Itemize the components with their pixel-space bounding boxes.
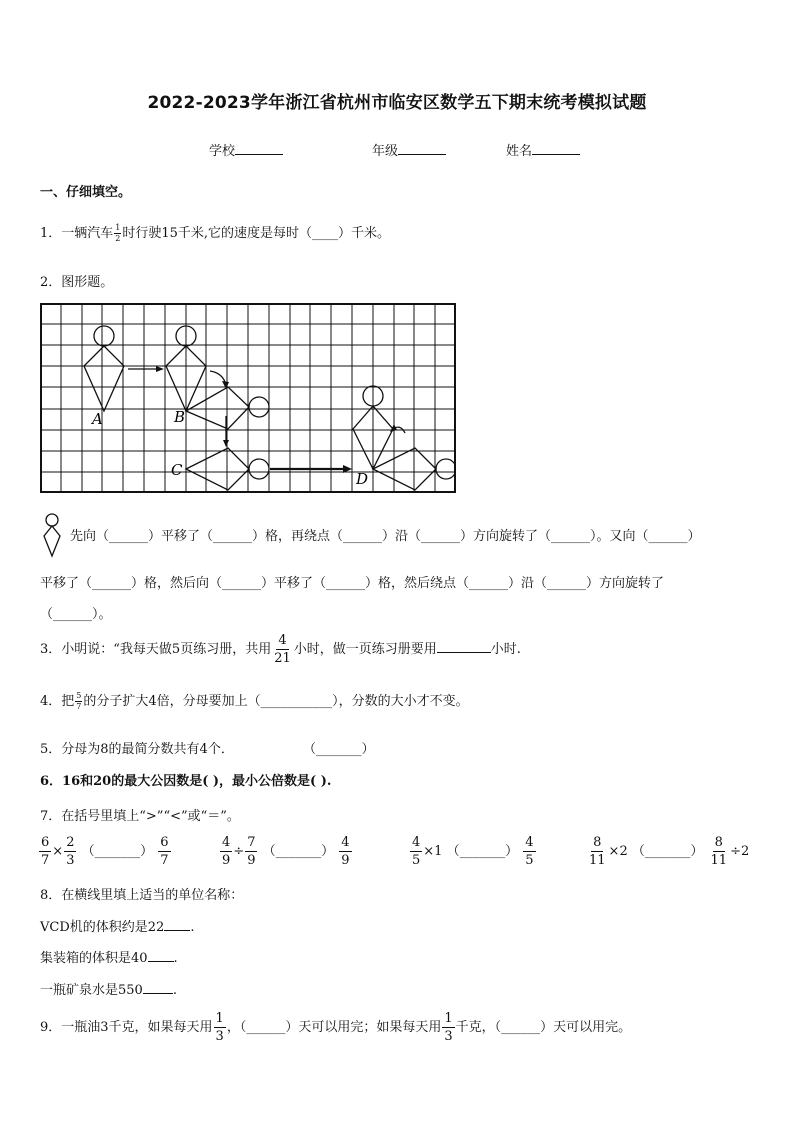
compare-item-1: $\frac{6}{7}$ × $\frac{2}{3}$ （_______） $\frac{6}{7}$ — [41, 835, 169, 868]
grade-field — [372, 140, 446, 159]
figure-a-diamond — [84, 346, 124, 411]
question-2-line2: 平移了（______）格，然后向（______）平移了（______）格，然后绕点（______）沿（______）方向旋转了 — [40, 576, 665, 591]
question-3: 3．小明说：“我每天做5页练习册，共用 $\frac{4}{21}$ 小时，做一页练习册要用 小时. — [40, 633, 521, 666]
grade-blank[interactable] — [398, 142, 446, 155]
compare-blank[interactable]: （_______） — [262, 844, 335, 859]
figure-a-circle — [94, 326, 114, 346]
fraction: $\frac{1}{3}$ — [215, 1011, 224, 1044]
compare-item-2: $\frac{4}{9}$ ÷ $\frac{7}{9}$ （_______） $\frac{4}{9}$ — [222, 835, 350, 868]
school-label: 学校 — [209, 144, 236, 159]
fraction: $\frac{1}{2}$ — [115, 223, 121, 243]
figure-c-diamond — [186, 448, 249, 490]
question-4: 4．把 $\frac{5}{7}$ 的分子扩大4倍，分母要加上（___________），分数的大小才不变。 — [40, 691, 469, 711]
question-5: 5．分母为8的最简分数共有4个． — [40, 742, 234, 757]
page-title: 2022-2023学年浙江省杭州市临安区数学五下期末统考模拟试题 — [147, 93, 647, 113]
figure-d-rotated-circle — [436, 459, 456, 479]
label-b: B — [174, 408, 186, 426]
question-9: 9．一瓶油3千克，如果每天用 $\frac{1}{3}$ ，（______）天可以用完；如果每天用 $\frac{1}{3}$ 千克，（______）天可以用完。 — [40, 1011, 632, 1044]
unit-blank[interactable] — [164, 918, 190, 931]
compare-blank[interactable]: （_______） — [631, 844, 704, 859]
fraction: $\frac{5}{7}$ — [76, 691, 82, 711]
question-2-title: 2．图形题。 — [40, 275, 114, 290]
shape-icon — [41, 512, 63, 558]
compare-blank[interactable]: （_______） — [81, 844, 154, 859]
question-2-line3: （______）。 — [40, 607, 112, 622]
question-5-blank[interactable]: （_______） — [303, 742, 375, 757]
answer-blank[interactable] — [437, 640, 491, 653]
compare-blank[interactable]: （_______） — [446, 844, 519, 859]
name-label: 姓名 — [506, 144, 533, 159]
unit-blank[interactable] — [143, 981, 173, 994]
question-7-title: 7．在括号里填上“>”“<”或“＝”。 — [40, 809, 240, 824]
compare-item-4: $\frac{8}{11}$ ×2 （_______） $\frac{8}{11}$ ÷2 — [589, 835, 750, 868]
unit-blank[interactable] — [148, 949, 174, 962]
school-blank[interactable] — [235, 142, 283, 155]
grid-figure — [40, 303, 456, 493]
question-8-line3: 一瓶矿泉水是550 . — [40, 983, 177, 998]
label-d: D — [356, 470, 369, 488]
grade-label: 年级 — [372, 144, 399, 159]
figure-c-circle — [249, 459, 269, 479]
figure-b-rotated-circle — [249, 397, 269, 417]
compare-item-3: $\frac{4}{5}$ ×1 （_______） $\frac{4}{5}$ — [412, 835, 534, 868]
label-c: C — [171, 461, 183, 479]
question-8-line1: VCD机的体积约是22 . — [40, 920, 195, 935]
name-field — [506, 140, 580, 159]
question-6: 6．16和20的最大公因数是( )，最小公倍数是( ). — [40, 774, 332, 789]
fraction: $\frac{1}{3}$ — [444, 1011, 453, 1044]
figure-d-rotated — [373, 448, 436, 490]
school-field — [209, 140, 283, 159]
section-heading: 一、仔细填空。 — [40, 185, 132, 200]
question-8-title: 8．在横线里填上适当的单位名称： — [40, 888, 244, 903]
question-1: 1．一辆汽车 $\frac{1}{2}$ 时行驶15千米,它的速度是每时（____）千米。 — [40, 223, 391, 243]
fraction: $\frac{4}{21}$ — [274, 633, 291, 666]
figure-b-rotated — [186, 387, 249, 429]
name-blank[interactable] — [532, 142, 580, 155]
label-a: A — [92, 410, 103, 428]
question-2-line1: 先向（______）平移了（______）格，再绕点（______）沿（______）方向旋转了（______）。又向（______） — [70, 529, 701, 544]
question-8-line2: 集装箱的体积是40 . — [40, 951, 178, 966]
